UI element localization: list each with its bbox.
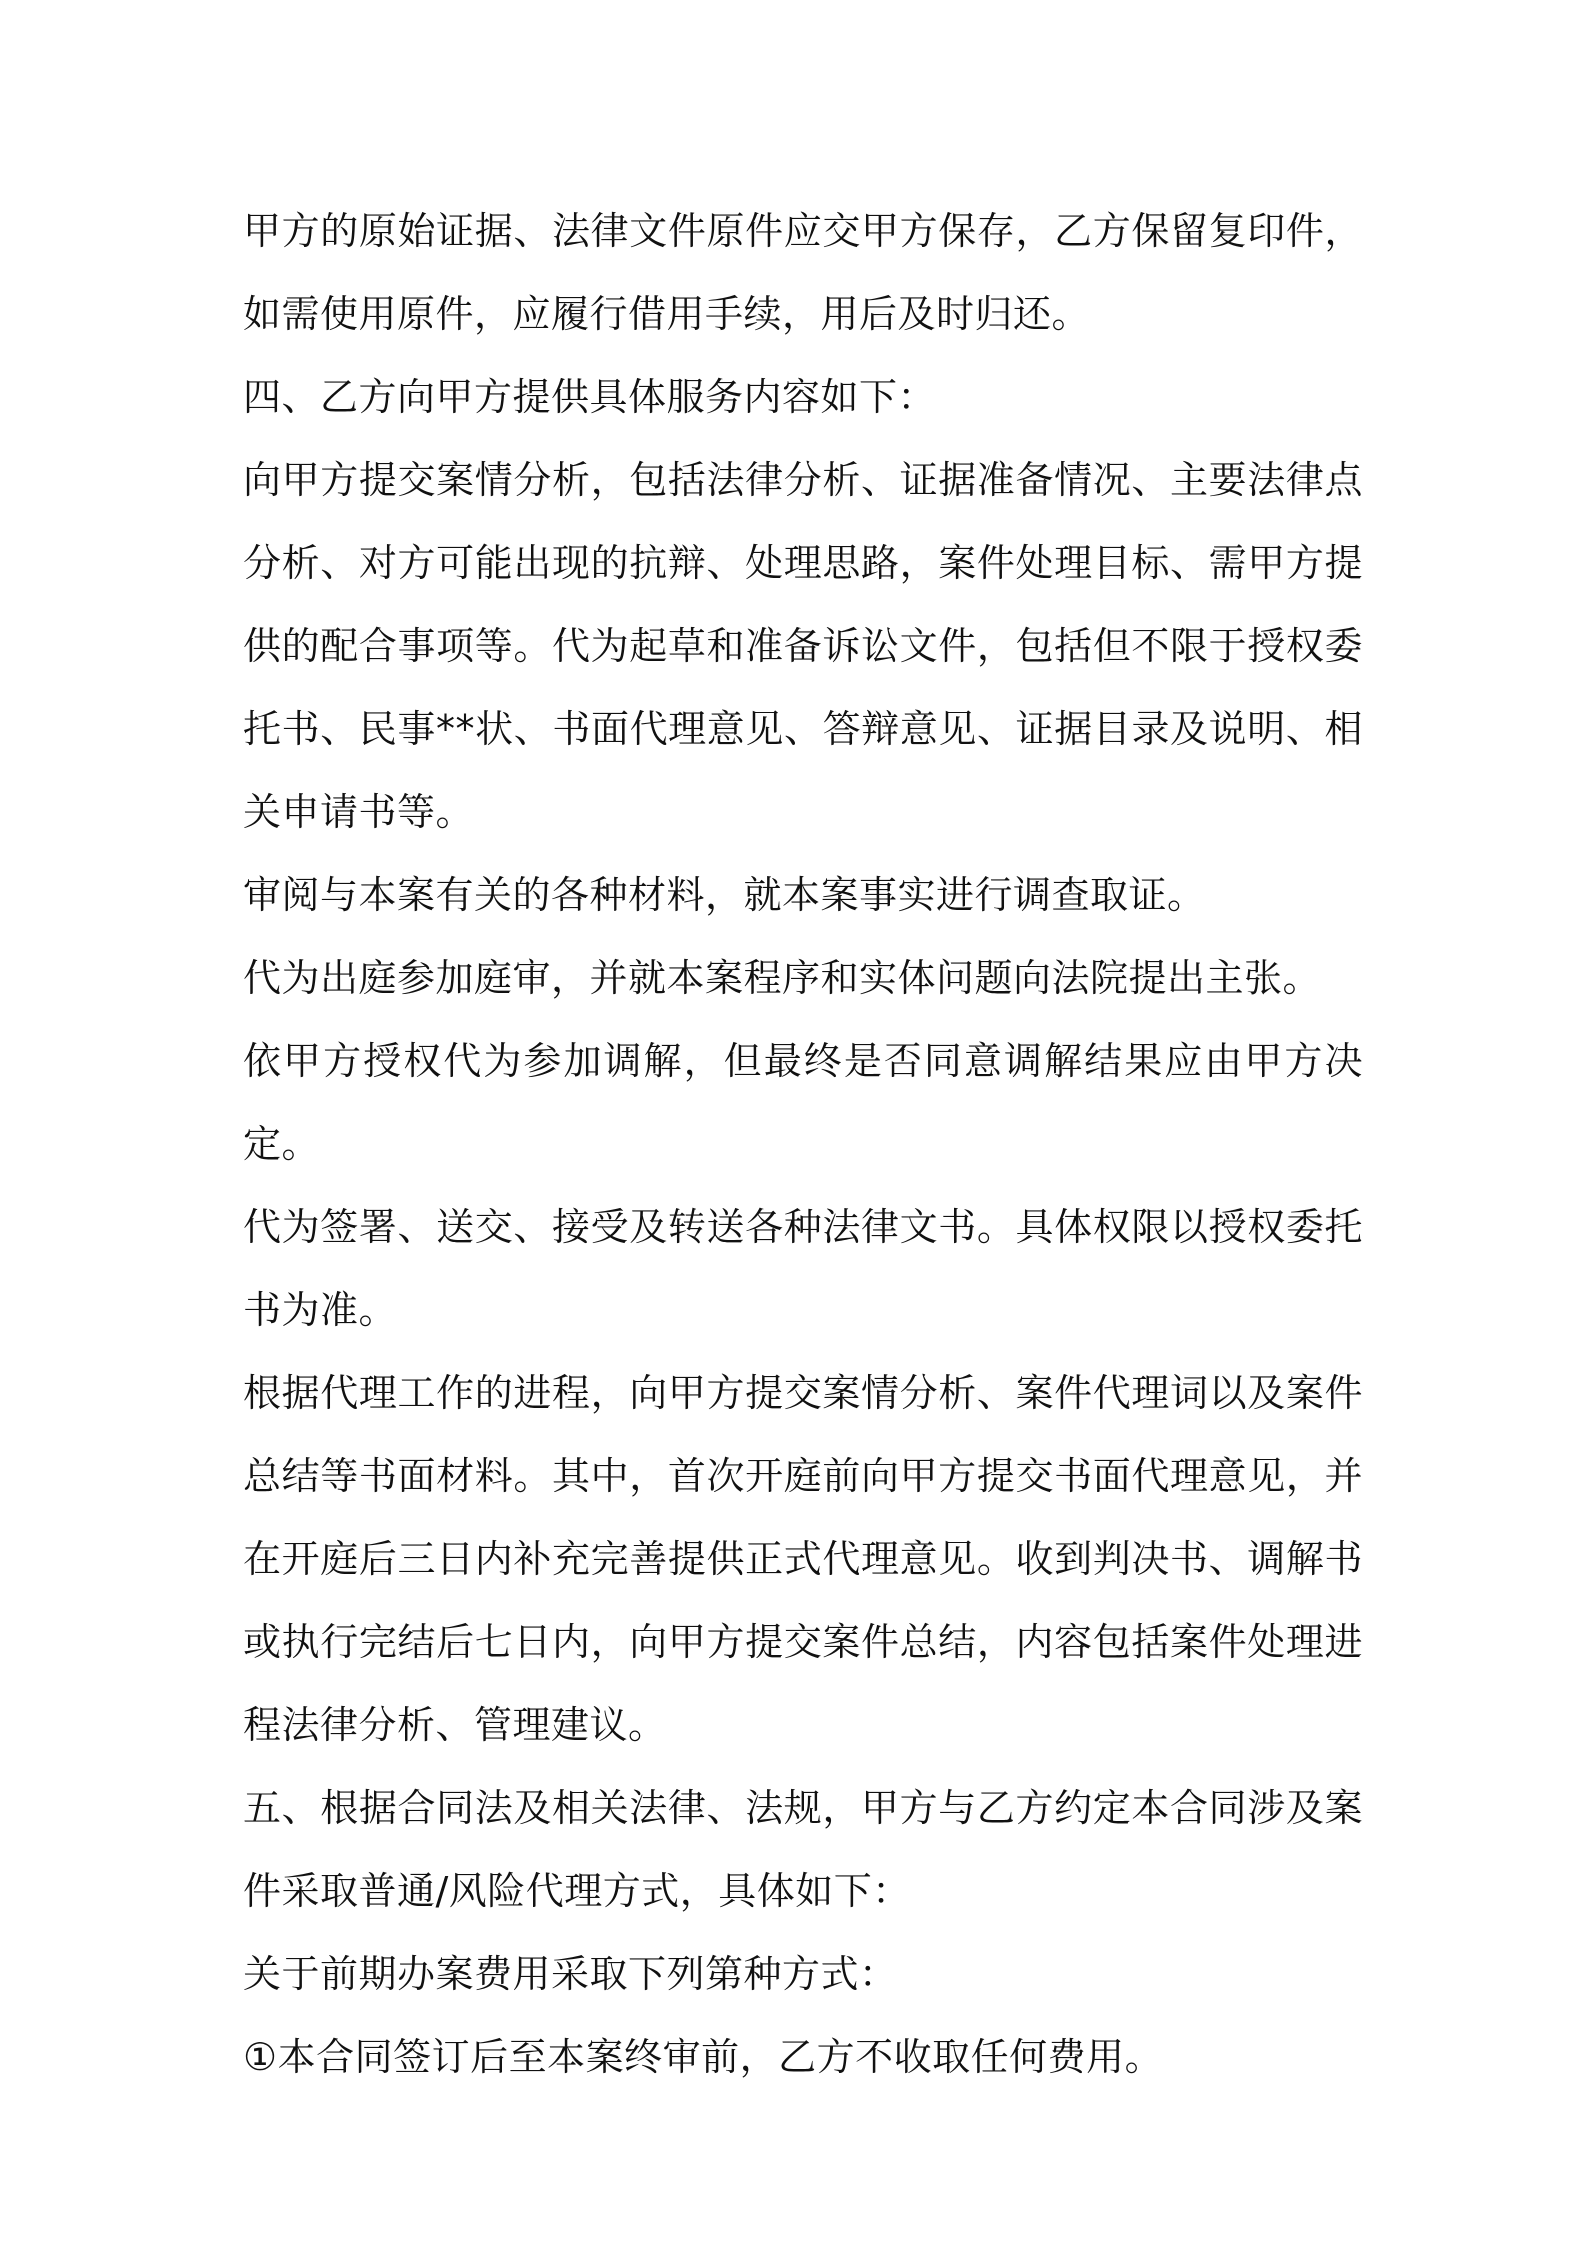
paragraph-review-materials: 审阅与本案有关的各种材料，就本案事实进行调查取证。 bbox=[243, 873, 1206, 917]
paragraph-fee-method: 关于前期办案费用采取下列第种方式： bbox=[243, 1952, 898, 1996]
paragraph-written-materials: 根据代理工作的进程，向甲方提交案情分析、案件代理词以及案件总结等书面材料。其中，首次开庭前向甲方提交书面代理意见，并在开庭后三日内补充完善提供正式代理意见。收到判决书、调解书或执行完结后七日内，向甲方提交案件总结，内容包括案件处理进程法律分析、管理建议。 bbox=[243, 1371, 1363, 1747]
document-body bbox=[243, 190, 1363, 2099]
paragraph-option-one: ①本合同签订后至本案终审前，乙方不收取任何费用。 bbox=[243, 2035, 1164, 2079]
section-heading-five: 五、根据合同法及相关法律、法规，甲方与乙方约定本合同涉及案件采取普通/风险代理方式，具体如下： bbox=[243, 1786, 1363, 1913]
section-heading-four: 四、乙方向甲方提供具体服务内容如下： bbox=[243, 375, 937, 419]
paragraph-case-analysis: 向甲方提交案情分析，包括法律分析、证据准备情况、主要法律点分析、对方可能出现的抗辩、处理思路，案件处理目标、需甲方提供的配合事项等。代为起草和准备诉讼文件，包括但不限于授权委托书、民事**状、书面代理意见、答辩意见、证据目录及说明、相关申请书等。 bbox=[243, 458, 1363, 834]
paragraph-original-evidence: 甲方的原始证据、法律文件原件应交甲方保存，乙方保留复印件，如需使用原件，应履行借用手续，用后及时归还。 bbox=[243, 209, 1363, 336]
paragraph-court-appearance: 代为出庭参加庭审，并就本案程序和实体问题向法院提出主张。 bbox=[243, 956, 1322, 1000]
paragraph-mediation: 依甲方授权代为参加调解，但最终是否同意调解结果应由甲方决定。 bbox=[243, 1039, 1363, 1166]
paragraph-legal-documents: 代为签署、送交、接受及转送各种法律文书。具体权限以授权委托书为准。 bbox=[243, 1205, 1363, 1332]
